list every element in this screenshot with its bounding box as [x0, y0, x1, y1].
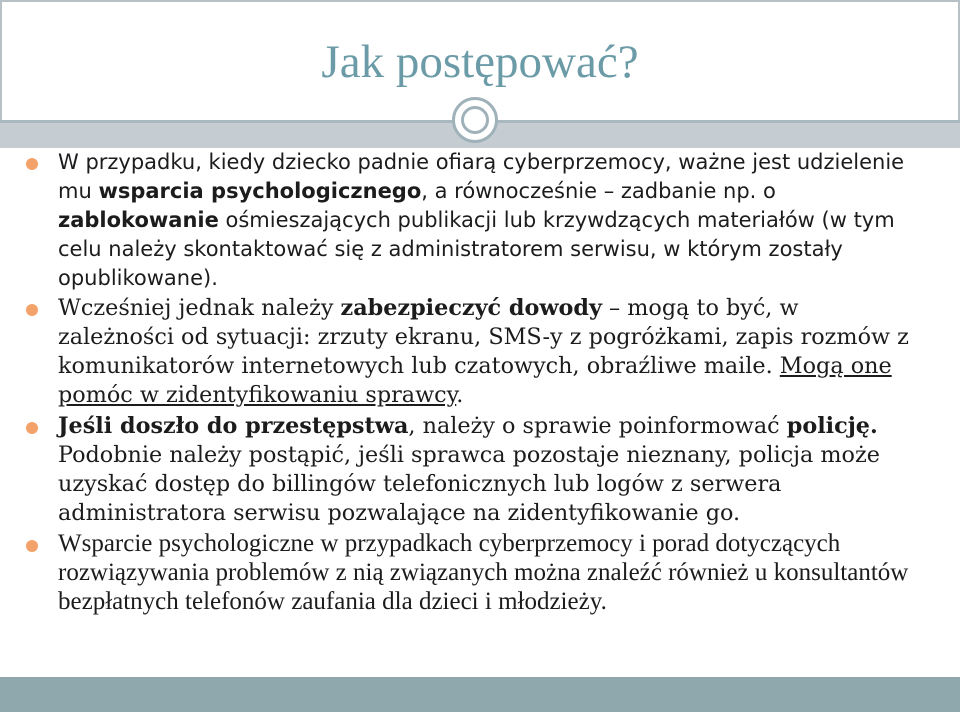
bullet-1-emphasis-support: wsparcia psychologicznego [98, 179, 422, 203]
bullet-1-text-a: W przypadku, kiedy dziecko padnie ofiarą cyberprzemocy, ważne jest udzielenie mu [58, 150, 905, 203]
slide-title: Jak postępować? [321, 36, 639, 88]
bullet-1-emphasis-block: zablokowanie [58, 208, 219, 232]
ring-inner [461, 106, 489, 134]
footer-band [0, 677, 960, 712]
bullet-2-underlined: Mogą one pomóc w zidentyfikowaniu sprawcy [58, 353, 892, 408]
bullet-item-1 [0, 148, 960, 293]
bullet-item-2 [0, 294, 960, 410]
bullet-dot-icon [26, 422, 38, 434]
bullet-3-emphasis-police: policję. [786, 413, 878, 439]
bullet-dot-icon [26, 540, 38, 552]
bullet-item-3 [0, 412, 960, 528]
double-ring-icon [452, 97, 498, 143]
bullet-list [0, 148, 960, 617]
bullet-item-4 [0, 530, 960, 617]
bullet-dot-icon [26, 158, 38, 170]
bullet-dot-icon [26, 304, 38, 316]
bullet-1-text-b: , a równocześnie – zadbanie np. o [421, 179, 776, 203]
bullet-1-text-c: ośmieszających publikacji lub krzywdzących materiałów (w tym celu należy skontaktować się z administratorem serwisu, w którym zostały opublikowane). [58, 208, 895, 290]
bullet-2-text-c: . [456, 382, 464, 408]
bullet-2-text-a: Wcześniej jednak należy [58, 295, 341, 321]
bullet-2-text-b: – mogą to być, w zależności od sytuacji: zrzuty ekranu, SMS-y z pogróżkami, zapis rozmów z komunikatorów internetowych lub czatowych, obraźliwe maile. [58, 295, 909, 379]
bullet-3-text-b: Podobnie należy postąpić, jeśli sprawca pozostaje nieznany, policja może uzyskać dostęp do billingów telefonicznych lub logów z serwera administratora serwisu pozwalające na zidentyfikowanie go. [58, 442, 880, 526]
bullet-3-text-a: , należy o sprawie poinformować [408, 413, 787, 439]
content-area [0, 148, 960, 673]
bullet-4-text: Wsparcie psychologiczne w przypadkach cyberprzemocy i porad dotyczących rozwiązywania problemów z nią związanych można znaleźć również u konsultantów bezpłatnych telefonów zaufania dla dzieci i młodzieży. [58, 530, 909, 615]
bullet-2-emphasis-evidence: zabezpieczyć dowody [340, 295, 602, 321]
bullet-3-emphasis-crime: Jeśli doszło do przestępstwa [58, 413, 409, 439]
